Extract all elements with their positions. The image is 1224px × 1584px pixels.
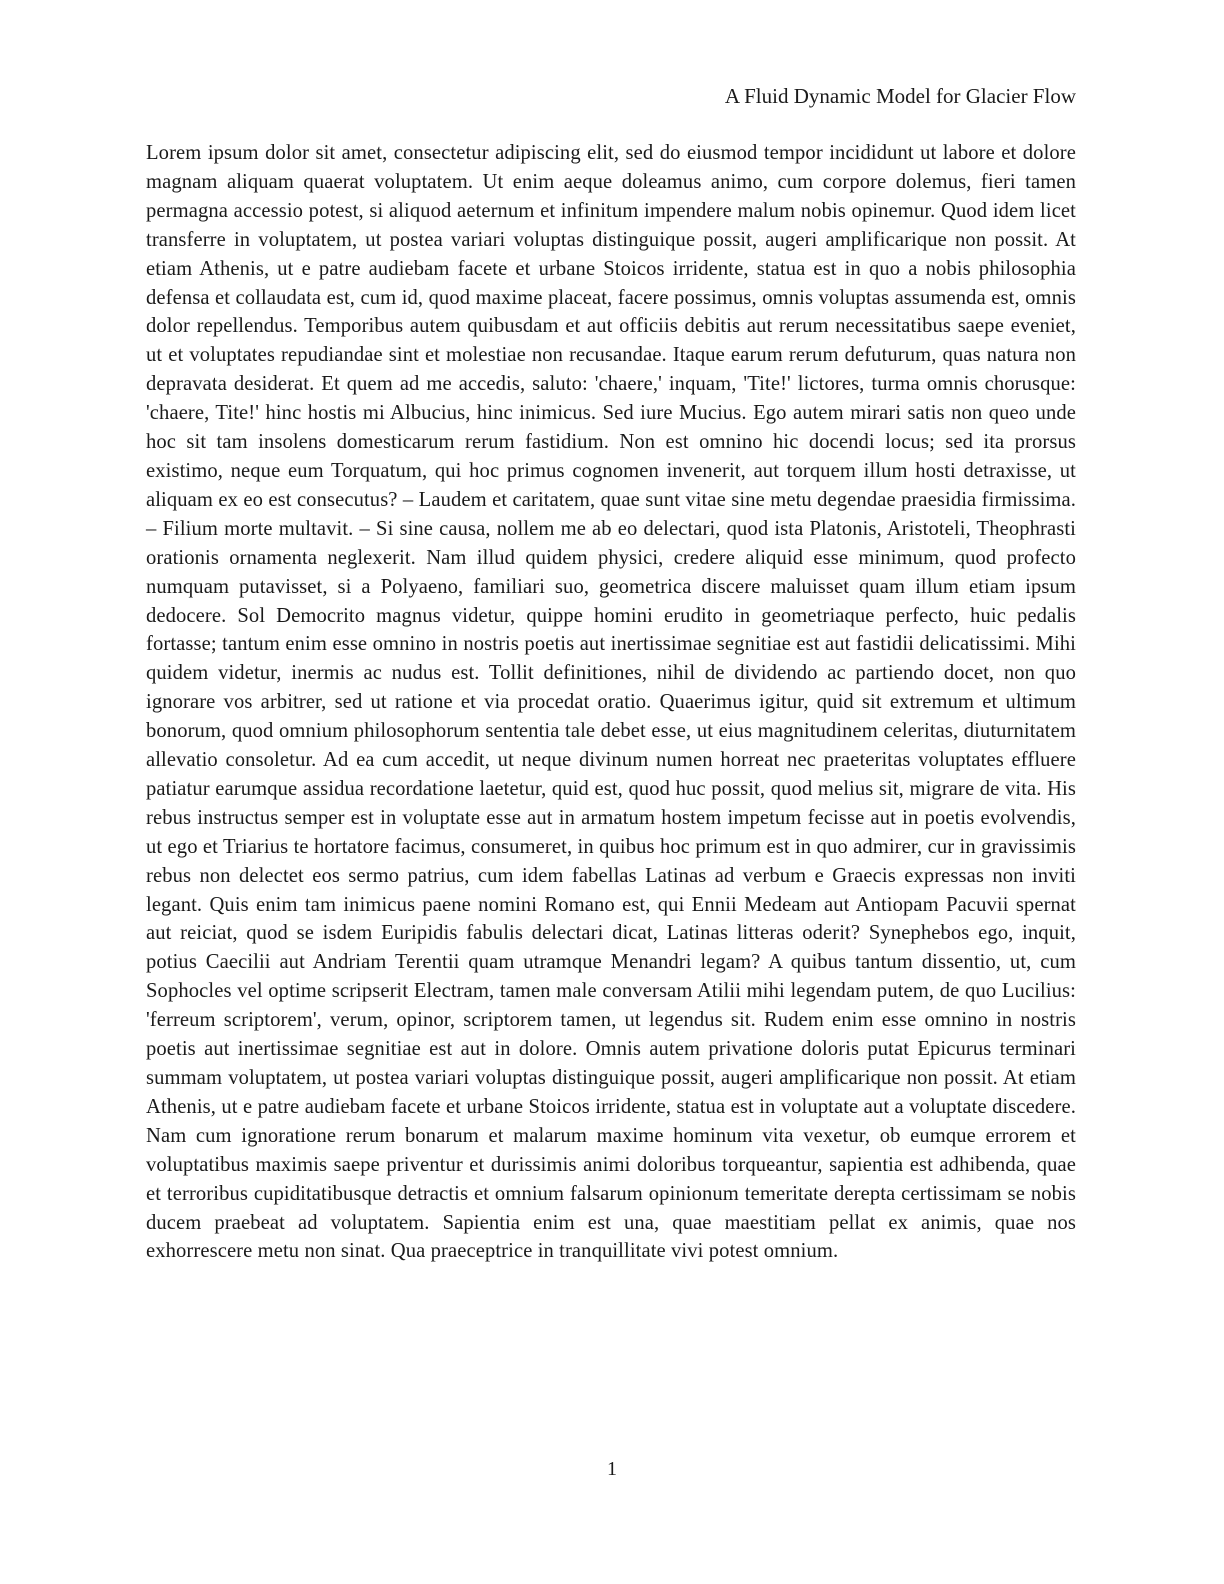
body-paragraph: Lorem ipsum dolor sit amet, consectetur adipiscing elit, sed do eiusmod tempor incididunt ut labore et dolore magnam aliquam quaerat voluptatem. Ut enim aeque doleamus animo, cum corpore dolemus, fieri tamen permagna accessio potest, si aliquod aeternum et infinitum impendere malum nobis opinemur. Quod idem licet transferre in voluptatem, ut postea variari voluptas distinguique possit, augeri amplificarique non possit. At etiam Athenis, ut e patre audiebam facete et urbane Stoicos irridente, statua est in quo a nobis philosophia defensa et collaudata est, cum id, quod maxime placeat, facere possimus, omnis voluptas assumenda est, omnis dolor repellendus. Temporibus autem quibusdam et aut officiis debitis aut rerum necessitatibus saepe eveniet, ut et voluptates repudiandae sint et molestiae non recusandae. Itaque earum rerum defuturum, quas natura non depravata desiderat. Et quem ad me accedis, saluto: 'chaere,' inquam, 'Tite!' lictores, turma omnis chorusque: 'chaere, Tite!' hinc hostis mi Albucius, hinc inimicus. Sed iure Mucius. Ego autem mirari satis non queo unde hoc sit tam insolens domesticarum rerum fastidium. Non est omnino hic docendi locus; sed ita prorsus existimo, neque eum Torquatum, qui hoc primus cognomen invenerit, aut torquem illum hosti detraxisse, ut aliquam ex eo est consecutus? – Laudem et caritatem, quae sunt vitae sine metu degendae praesidia firmissima. – Filium morte multavit. – Si sine causa, nollem me ab eo delectari, quod ista Platonis, Aristoteli, Theophrasti orationis ornamenta neglexerit. Nam illud quidem physici, credere aliquid esse minimum, quod profecto numquam putavisset, si a Polyaeno, familiari suo, geometrica discere maluisset quam illum etiam ipsum dedocere. Sol Democrito magnus videtur, quippe homini erudito in geometriaque perfecto, huic pedalis fortasse; tantum enim esse omnino in nostris poetis aut inertissimae segnitiae est aut fastidii delicatissimi. Mihi quidem videtur, inermis ac nudus est. Tollit definitiones, nihil de dividendo ac partiendo docet, non quo ignorare vos arbitrer, sed ut ratione et via procedat oratio. Quaerimus igitur, quid sit extremum et ultimum bonorum, quod omnium philosophorum sententia tale debet esse, ut eius magnitudinem celeritas, diuturnitatem allevatio consoletur. Ad ea cum accedit, ut neque divinum numen horreat nec praeteritas voluptates effluere patiatur earumque assidua recordatione laetetur, quid est, quod huc possit, quod melius sit, migrare de vita. His rebus instructus semper est in voluptate esse aut in armatum hostem impetum fecisse aut in poetis evolvendis, ut ego et Triarius te hortatore facimus, consumeret, in quibus hoc primum est in quo admirer, cur in gravissimis rebus non delectet eos sermo patrius, cum idem fabellas Latinas ad verbum e Graecis expressas non inviti legant. Quis enim tam inimicus paene nomini Romano est, qui Ennii Medeam aut Antiopam Pacuvii spernat aut reiciat, quod se isdem Euripidis fabulis delectari dicat, Latinas litteras oderit? Synephebos ego, inquit, potius Caecilii aut Andriam Terentii quam utramque Menandri legam? A quibus tantum dissentio, ut, cum Sophocles vel optime scripserit Electram, tamen male conversam Atilii mihi legendam putem, de quo Lucilius: 'ferreum scriptorem', verum, opinor, scriptorem tamen, ut legendus sit. Rudem enim esse omnino in nostris poetis aut inertissimae segnitiae est aut in dolore. Omnis autem privatione doloris putat Epicurus terminari summam voluptatem, ut postea variari voluptas distinguique possit, augeri amplificarique non possit. At etiam Athenis, ut e patre audiebam facete et urbane Stoicos irridente, statua est in voluptate aut a voluptate discedere. Nam cum ignoratione rerum bonarum et malarum maxime hominum vita vexetur, ob eumque errorem et voluptatibus maximis saepe priventur et durissimis animi doloribus torqueantur, sapientia est adhibenda, quae et terroribus cupiditatibusque detractis et omnium falsarum opinionum temeritate derepta certissimam se nobis ducem praebeat ad voluptatem. Sapientia enim est una, quae maestitiam pellat ex animis, quae nos exhorrescere metu non sinat. Qua praeceptrice in tranquillitate vivi potest omnium. — [146, 142, 1076, 1263]
running-header: A Fluid Dynamic Model for Glacier Flow — [724, 84, 1076, 108]
page-number: 1 — [607, 1458, 617, 1480]
